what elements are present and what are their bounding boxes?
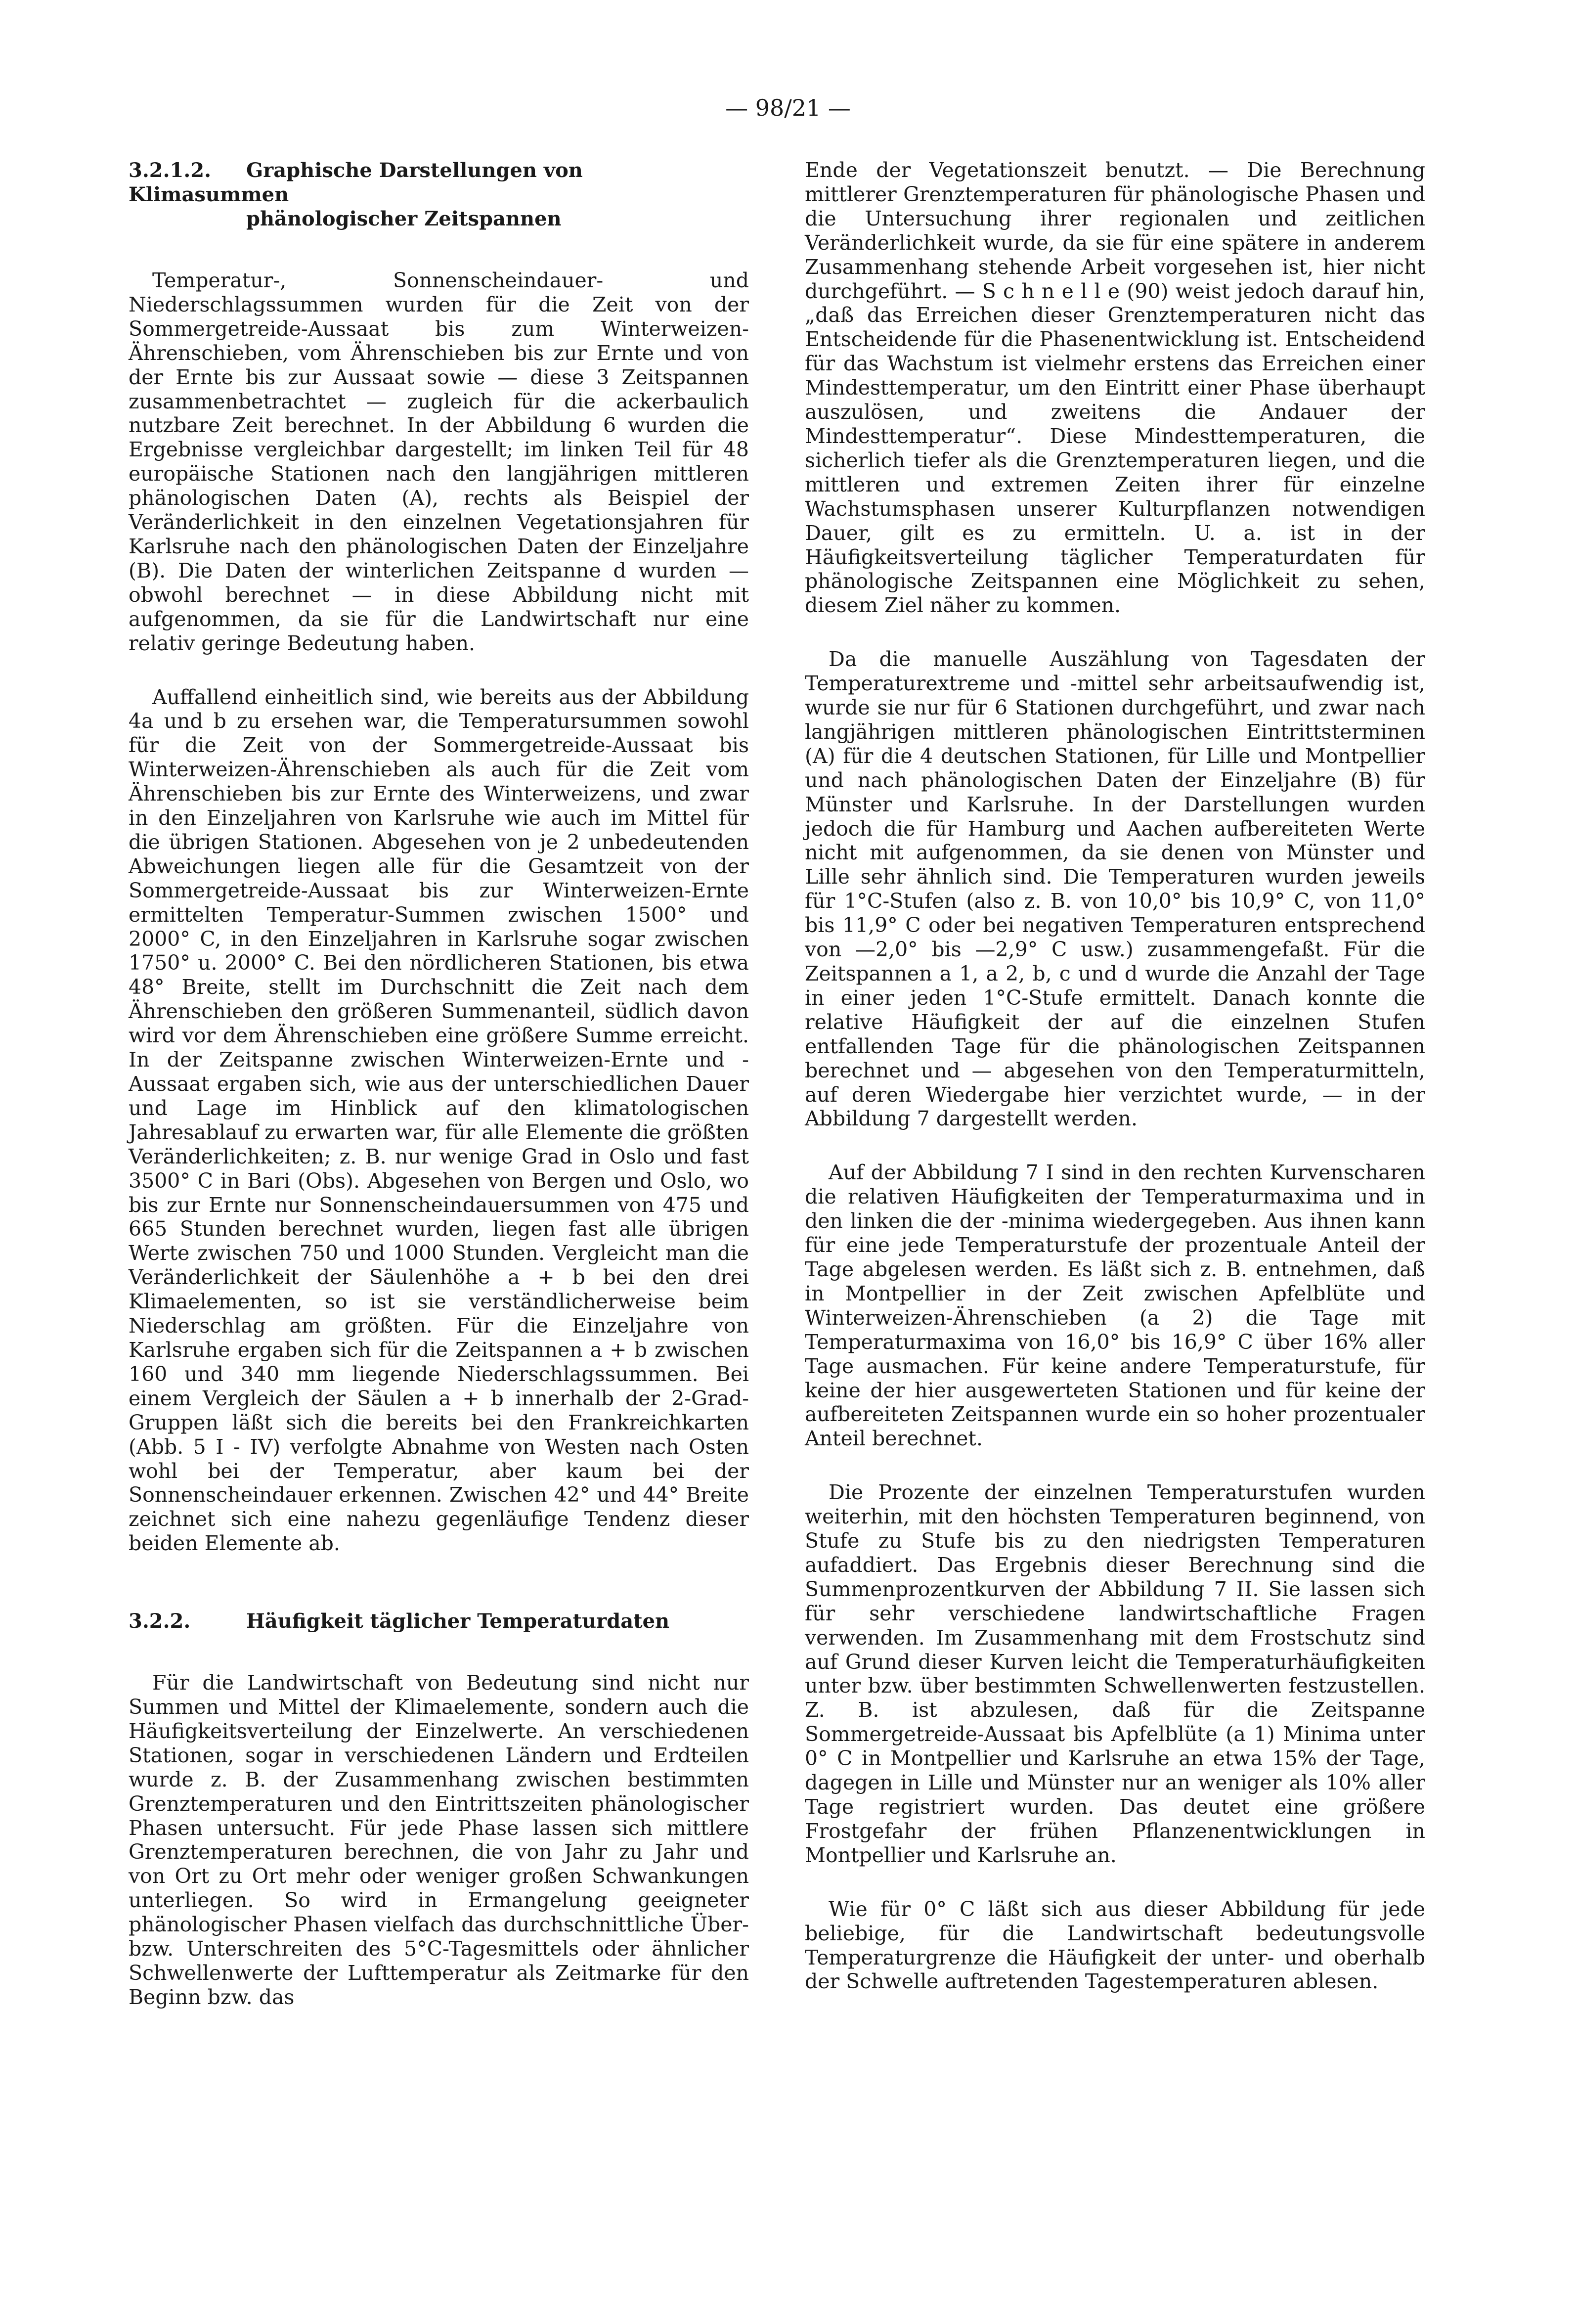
page-number: — 98/21 — [725,94,851,121]
left-column [129,158,749,2010]
paragraph: Ende der Vegetationszeit benutzt. — Die Berechnung mittlerer Grenztemperaturen für phänologische Phasen und die Untersuchung ihrer regionalen und zeitlichen Veränderlichkeit wurde, da sie für eine spätere in anderem Zusammenhang stehende Arbeit vorgesehen ist, hier nicht durchgeführt. — S c h n e l l e (90) weist jedoch darauf hin, „daß das Erreichen dieser Grenztemperaturen nicht das Entscheidende für die Phasenentwicklung ist. Entscheidend für das Wachstum ist vielmehr erstens das Erreichen einer Mindesttemperatur, um den Eintritt einer Phase überhaupt auszulösen, und zweitens die Andauer der Mindesttemperatur“. Diese Mindesttemperaturen, die sicherlich tiefer als die Grenztemperaturen liegen, und die mittleren und extremen Zeiten ihrer für einzelne Wachstumsphasen unserer Kulturpflanzen notwendigen Dauer, gilt es zu ermitteln. U. a. ist in der Häufigkeitsverteilung täglicher Temperaturdaten für phänologische Zeitspannen eine Möglichkeit zu sehen, diesem Ziel näher zu kommen. [805,158,1425,618]
section-title-line-1: Häufigkeit täglicher Temperaturdaten [246,1609,670,1633]
section-heading-3-2-1-2 [129,158,749,231]
paragraph: Für die Landwirtschaft von Bedeutung sind nicht nur Summen und Mittel der Klimaelemente, sondern auch die Häufigkeitsverteilung der Einzelwerte. An verschiedenen Stationen, sogar in verschiedenen Ländern und Erdteilen wurde z. B. der Zusammenhang zwischen bestimmten Grenztemperaturen und den Eintrittszeiten phänologischer Phasen untersucht. Für jede Phase lassen sich mittlere Grenztemperaturen berechnen, die von Jahr zu Jahr und von Ort zu Ort mehr oder weniger großen Schwankungen unterliegen. So wird in Ermangelung geeigneter phänologischer Phasen vielfach das durchschnittliche Über- bzw. Unterschreiten des 5°C-Tagesmittels oder ähnlicher Schwellenwerte der Lufttemperatur als Zeitmarke für den Beginn bzw. das [129,1671,749,2009]
paragraph: Auffallend einheitlich sind, wie bereits aus der Abbildung 4a und b zu ersehen war, die Temperatursummen sowohl für die Zeit von der Sommergetreide-Aussaat bis Winterweizen-Ährenschieben als auch für die Zeit vom Ährenschieben bis zur Ernte des Winterweizens, und zwar in den Einzeljahren von Karlsruhe wie auch im Mittel für die übrigen Stationen. Abgesehen von je 2 unbedeutenden Abweichungen liegen alle für die Gesamtzeit von der Sommergetreide-Aussaat bis zur Winterweizen-Ernte ermittelten Temperatur-Summen zwischen 1500° und 2000° C, in den Einzeljahren in Karlsruhe sogar zwischen 1750° u. 2000° C. Bei den nördlicheren Stationen, bis etwa 48° Breite, stellt im Durchschnitt die Zeit nach dem Ährenschieben den größeren Summenanteil, südlich davon wird vor dem Ährenschieben eine größere Summe erreicht. In der Zeitspanne zwischen Winterweizen-Ernte und -Aussaat ergaben sich, wie aus der unterschiedlichen Dauer und Lage im Hinblick auf den klimatologischen Jahresablauf zu erwarten war, für alle Elemente die größten Veränderlichkeiten; z. B. nur wenige Grad in Oslo und fast 3500° C in Bari (Obs). Abgesehen von Bergen und Oslo, wo bis zur Ernte nur Sonnenscheindauersummen von 475 und 665 Stunden berechnet wurden, liegen fast alle übrigen Werte zwischen 750 und 1000 Stunden. Vergleicht man die Veränderlichkeit der Säulenhöhe a + b bei den drei Klimaelementen, so ist sie verständlicherweise beim Niederschlag am größten. Für die Einzeljahre von Karlsruhe ergaben sich für die Zeitspannen a + b zwischen 160 und 340 mm liegende Niederschlagssummen. Bei einem Vergleich der Säulen a + b innerhalb der 2-Grad-Gruppen läßt sich die bereits bei den Frankreichkarten (Abb. 5 I - IV) verfolgte Abnahme von Westen nach Osten wohl bei der Temperatur, aber kaum bei der Sonnenscheindauer erkennen. Zwischen 42° und 44° Breite zeichnet sich eine nahezu gegenläufige Tendenz dieser beiden Elemente ab. [129,685,749,1556]
paragraph: Temperatur-, Sonnenscheindauer- und Niederschlagssummen wurden für die Zeit von der Sommergetreide-Aussaat bis zum Winterweizen-Ährenschieben, vom Ährenschieben bis zur Ernte und von der Ernte bis zur Aussaat sowie — diese 3 Zeitspannen zusammenbetrachtet — zugleich für die ackerbaulich nutzbare Zeit berechnet. In der Abbildung 6 wurden die Ergebnisse vergleichbar dargestellt; im linken Teil für 48 europäische Stationen nach den langjährigen mittleren phänologischen Daten (A), rechts als Beispiel der Veränderlichkeit in den einzelnen Vegetationsjahren für Karlsruhe nach den phänologischen Daten der Einzeljahre (B). Die Daten der winterlichen Zeitspanne d wurden — obwohl berechnet — in diese Abbildung nicht mit aufgenommen, da sie für die Landwirtschaft nur eine relativ geringe Bedeutung haben. [129,268,749,655]
section-heading-3-2-2 [129,1609,749,1633]
paragraph: Wie für 0° C läßt sich aus dieser Abbildung für jede beliebige, für die Landwirtschaft bedeutungsvolle Temperaturgrenze die Häufigkeit der unter- und oberhalb der Schwelle auftretenden Tagestemperaturen ablesen. [805,1897,1425,1994]
paragraph: Da die manuelle Auszählung von Tagesdaten der Temperaturextreme und -mittel sehr arbeitsaufwendig ist, wurde sie nur für 6 Stationen durchgeführt, und zwar nach langjährigen mittleren phänologischen Eintrittsterminen (A) für die 4 deutschen Stationen, für Lille und Montpellier und nach phänologischen Daten der Einzeljahre (B) für Münster und Karlsruhe. In der Darstellungen wurden jedoch die für Hamburg und Aachen aufbereiteten Werte nicht mit aufgenommen, da sie denen von Münster und Lille sehr ähnlich sind. Die Temperaturen wurden jeweils für 1°C-Stufen (also z. B. von 10,0° bis 10,9° C, von 11,0° bis 11,9° C oder bei negativen Temperaturen entsprechend von —2,0° bis —2,9° C usw.) zusammengefaßt. Für die Zeitspannen a 1, a 2, b, c und d wurde die Anzahl der Tage in einer jeden 1°C-Stufe ermittelt. Danach konnte die relative Häufigkeit der auf die einzelnen Stufen entfallenden Tage für die phänologischen Zeitspannen berechnet und — abgesehen von den Temperaturmitteln, auf deren Wiedergabe hier verzichtet wurde, — in der Abbildung 7 dargestellt werden. [805,647,1425,1131]
section-number: 3.2.2. [129,1609,191,1633]
paragraph: Auf der Abbildung 7 I sind in den rechten Kurvenscharen die relativen Häufigkeiten der Temperaturmaxima und in den linken die der -minima wiedergegeben. Aus ihnen kann für eine jede Temperaturstufe der prozentuale Anteil der Tage abgelesen werden. Es läßt sich z. B. entnehmen, daß in Montpellier in der Zeit zwischen Apfelblüte und Winterweizen-Ährenschieben (a 2) die Tage mit Temperaturmaxima von 16,0° bis 16,9° C über 16% aller Tage ausmachen. Für keine andere Temperaturstufe, für keine der hier ausgewerteten Stationen und für keine der aufbereiteten Zeitspannen wurde ein so hoher prozentualer Anteil berechnet. [805,1161,1425,1451]
section-number: 3.2.1.2. [129,159,212,182]
section-title-line-1: Graphische Darstellungen von Klimasummen [129,159,583,206]
section-title-line-2: phänologischer Zeitspannen [246,207,562,230]
paragraph: Die Prozente der einzelnen Temperaturstufen wurden weiterhin, mit den höchsten Temperaturen beginnend, von Stufe zu Stufe bis zu den niedrigsten Temperaturen aufaddiert. Das Ergebnis dieser Berechnung sind die Summenprozentkurven der Abbildung 7 II. Sie lassen sich für sehr verschiedene landwirtschaftliche Fragen verwenden. Im Zusammenhang mit dem Frostschutz sind auf Grund dieser Kurven leicht die Temperaturhäufigkeiten unter bzw. über bestimmten Schwellenwerten festzustellen. Z. B. ist abzulesen, daß für die Zeitspanne Sommergetreide-Aussaat bis Apfelblüte (a 1) Minima unter 0° C in Montpellier und Karlsruhe an etwa 15% der Tage, dagegen in Lille und Münster nur an weniger als 10% aller Tage registriert wurden. Das deutet eine größere Frostgefahr der frühen Pflanzenentwicklungen in Montpellier und Karlsruhe an. [805,1480,1425,1867]
right-column [805,158,1425,1994]
